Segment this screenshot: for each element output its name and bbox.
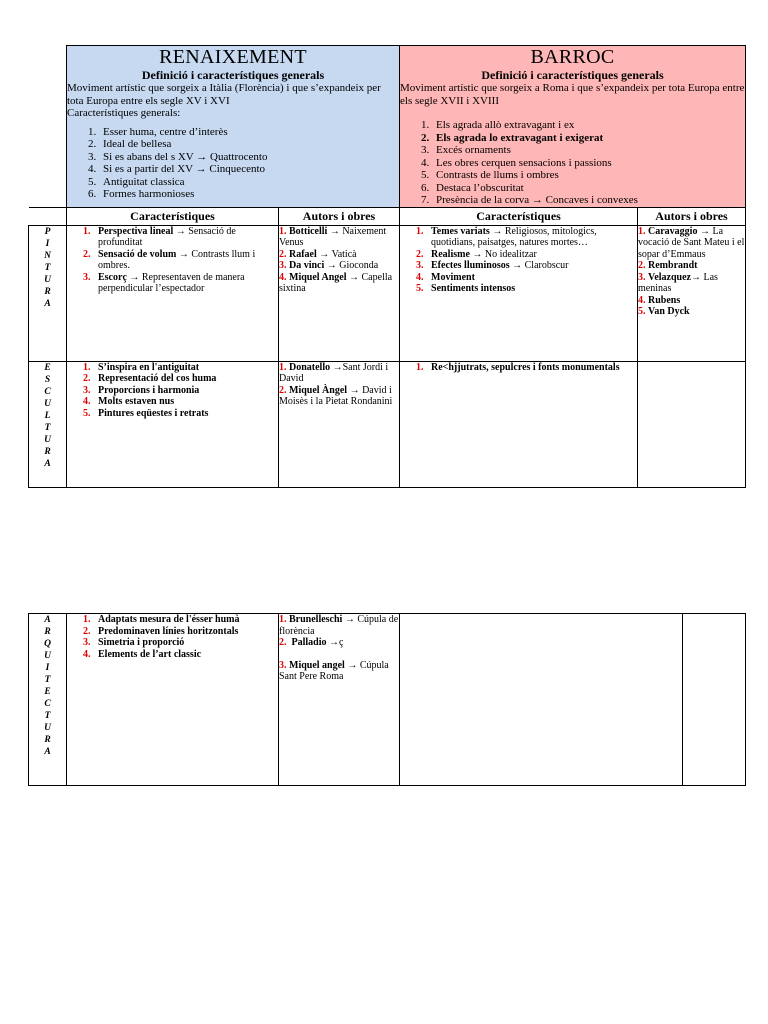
empty-header-cell — [29, 207, 67, 225]
pintura-bar-list — [400, 226, 637, 295]
list-item: 3. Excés ornaments — [432, 144, 745, 157]
item-text: → No idealitzar — [469, 248, 537, 260]
entry-number: 1. — [638, 225, 646, 237]
list-item: 4. Les obres cerquen sensacions i passions — [432, 157, 745, 170]
list-item — [93, 226, 278, 249]
side-letter: L — [44, 410, 51, 421]
pintura-bar-authors — [638, 225, 746, 361]
author-work: → Cúpula de florència — [279, 614, 399, 637]
pintura-row — [29, 225, 746, 361]
author-entry — [279, 260, 399, 272]
side-letter: R — [44, 735, 51, 745]
list-item: 1. Els agrada allò extravagant i ex — [432, 119, 745, 132]
escultura-ren-authors — [279, 361, 400, 487]
list-item — [93, 614, 278, 626]
item-bold: Re<hjjutrats, sepulcres i fonts monumentals — [431, 361, 620, 373]
side-letter: U — [44, 723, 51, 733]
list-item: 1. Esser huma, centre d’interès — [99, 126, 399, 139]
ren-autors-header: Autors i obres — [279, 207, 400, 225]
item-bold: Proporcions i harmonia — [98, 384, 200, 396]
item-bold: Escorç — [98, 271, 127, 283]
list-item — [93, 396, 278, 408]
list-item: 6. Formes harmonioses — [99, 188, 399, 201]
author-work: → Las meninas — [638, 271, 718, 294]
side-letter: T — [44, 262, 51, 273]
author-name: Van Dyck — [648, 306, 690, 317]
side-letter: U — [44, 434, 51, 445]
arquitectura-bar-authors — [683, 614, 746, 786]
list-item: 6. Destaca l’obscuritat — [432, 182, 745, 195]
author-name: Miquel Àngel — [289, 384, 348, 396]
barroc-subtitle: Definició i característiques generals — [481, 68, 664, 82]
escultura-ren-characteristics — [67, 361, 279, 487]
item-bold: Sensació de volum — [98, 248, 177, 260]
author-work: → Naixement Venus — [279, 225, 387, 248]
side-letter: T — [44, 422, 51, 433]
item-bold: Sentiments intensos — [431, 283, 516, 294]
pintura-bar-characteristics — [400, 225, 638, 361]
escultura-bar-authors — [638, 361, 746, 487]
author-name: Rembrandt — [648, 260, 698, 271]
entry-number: 2. — [279, 248, 287, 260]
list-item — [426, 226, 637, 249]
author-name: Donatello — [289, 361, 331, 373]
side-letter: R — [44, 627, 51, 637]
spacer — [279, 649, 399, 660]
arquitectura-ren-characteristics — [67, 614, 279, 786]
item-bold: Efectes lluminosos — [431, 260, 510, 271]
item-bold: Temes variats — [431, 225, 490, 237]
list-item: 5. Antiguitat classica — [99, 176, 399, 189]
author-entry — [279, 362, 399, 385]
item-bold: Realisme — [431, 248, 470, 260]
author-name: Palladio — [291, 637, 327, 648]
side-letter: S — [44, 374, 51, 385]
entry-number: 2. — [638, 260, 646, 271]
item-text: → Religiosos, mitologics, quotidians, paisatges, natures mortes… — [431, 225, 597, 248]
author-name: Brunelleschi — [289, 614, 343, 625]
arquitectura-bar-characteristics — [400, 614, 683, 786]
entry-number: 3. — [279, 260, 287, 271]
bar-autors-header: Autors i obres — [638, 207, 746, 225]
list-item: 3. Si es abans del s XV → Quattrocento — [99, 151, 399, 164]
list-item — [93, 649, 278, 661]
list-item — [93, 637, 278, 649]
side-letter: T — [44, 711, 51, 721]
item-bold: Elements de l’art classic — [98, 648, 202, 660]
escultura-row — [29, 361, 746, 487]
author-name: Rubens — [648, 294, 681, 306]
renaixement-char-label: Característiques generals: — [67, 107, 181, 119]
escultura-side-label — [29, 361, 67, 487]
entry-number: 1. — [279, 225, 287, 237]
author-name: Miquel Angel — [289, 271, 347, 283]
author-name: Velazquez — [648, 271, 691, 283]
escultura-ren-list — [67, 362, 278, 420]
side-letter: Q — [44, 639, 51, 649]
side-letter: U — [44, 274, 51, 285]
list-item — [426, 249, 637, 261]
list-item — [93, 408, 278, 420]
item-text: → Representaven de manera perpendicular l’espectador — [98, 271, 245, 294]
author-work: → Cúpula Sant Pere Roma — [279, 659, 389, 682]
side-letter: I — [45, 663, 50, 673]
item-bold: Representació del cos huma — [98, 373, 217, 384]
author-entry — [638, 306, 745, 318]
list-item — [426, 260, 637, 272]
item-bold: Perspectiva lineal — [98, 225, 174, 237]
author-entry — [279, 249, 399, 261]
author-work: →ç — [326, 637, 344, 648]
column-header-row — [29, 207, 746, 225]
list-item: 5. Contrasts de llums i ombres — [432, 169, 745, 182]
author-entry — [638, 272, 745, 295]
side-letter: A — [44, 615, 51, 625]
side-letter: E — [44, 687, 51, 697]
arquitectura-table — [28, 613, 746, 786]
definition-row — [29, 46, 746, 208]
author-name: Caravaggio — [648, 225, 698, 237]
pintura-ren-list — [67, 226, 278, 295]
renaixement-subtitle: Definició i característiques generals — [141, 68, 325, 82]
side-letter: R — [44, 286, 51, 297]
arquitectura-ren-authors — [279, 614, 400, 786]
art-comparison-table — [28, 45, 746, 488]
author-entry — [638, 226, 745, 261]
list-item: 7. Presència de la corva → Concaves i convexes — [432, 194, 745, 207]
author-work: → Vaticà — [316, 248, 357, 260]
side-letter: A — [44, 458, 51, 469]
list-item — [93, 373, 278, 385]
author-work: → David i Moisès i la Pietat Rondanini — [279, 384, 393, 407]
entry-number: 2. — [279, 637, 287, 648]
entry-number: 3. — [279, 659, 287, 671]
side-letter: A — [44, 298, 51, 309]
author-entry — [279, 385, 399, 408]
entry-number: 1. — [279, 361, 287, 373]
author-entry — [279, 614, 399, 637]
entry-number: 1. — [279, 614, 287, 625]
renaixement-title: RENAIXEMENT — [159, 46, 307, 68]
author-entry — [638, 295, 745, 307]
list-item — [93, 385, 278, 397]
author-entry — [279, 226, 399, 249]
entry-number: 3. — [638, 271, 646, 283]
entry-number: 4. — [279, 271, 287, 283]
author-work: → Capella sixtina — [279, 271, 393, 294]
arquitectura-ren-list — [67, 614, 278, 660]
author-entry — [279, 272, 399, 295]
barroc-features-list — [400, 119, 745, 207]
author-name: Botticelli — [289, 225, 328, 237]
item-bold: Moviment — [431, 271, 475, 283]
corner-cell — [29, 46, 67, 208]
escultura-bar-characteristics — [400, 361, 638, 487]
side-letter: T — [44, 675, 51, 685]
side-letter: R — [44, 446, 51, 457]
item-text: → Clarobscur — [509, 260, 569, 271]
list-item: 4. Si es a partir del XV → Cinquecento — [99, 163, 399, 176]
list-item — [426, 272, 637, 284]
side-letter: C — [44, 699, 51, 709]
list-item: 2. Els agrada lo extravagant i exigerat — [432, 132, 745, 145]
author-name: Da vinci — [289, 260, 325, 271]
item-bold: Molts estaven nus — [98, 396, 175, 407]
item-bold: Adaptats mesura de l'ésser humà — [98, 614, 240, 625]
entry-number: 2. — [279, 384, 287, 396]
pintura-ren-characteristics — [67, 225, 279, 361]
side-letter: U — [44, 398, 51, 409]
barroc-title: BARROC — [530, 46, 615, 68]
side-letter: E — [44, 362, 51, 373]
side-letter: C — [44, 386, 51, 397]
bar-char-header: Característiques — [400, 207, 638, 225]
renaixement-intro: Moviment artístic que sorgeix a Itàlia (Florència) i que s’expandeix per tota Europa entre els segle XV i XVI — [67, 82, 381, 107]
author-name: Miquel angel — [289, 659, 345, 671]
renaixement-header — [67, 46, 400, 208]
author-entry — [279, 637, 399, 649]
pintura-side-label — [29, 225, 67, 361]
arquitectura-side-label — [29, 614, 67, 786]
list-item: 2. Ideal de bellesa — [99, 138, 399, 151]
entry-number: 4. — [638, 294, 646, 306]
side-letter: U — [44, 651, 51, 661]
side-letter: A — [44, 747, 51, 757]
author-work: →Sant Jordi i David — [279, 361, 389, 384]
pintura-ren-authors — [279, 225, 400, 361]
renaixement-features-list — [67, 126, 399, 201]
barroc-header — [400, 46, 746, 208]
barroc-intro: Moviment artístic que sorgeix a Roma i que s’expandeix per tota Europa entre els segle XVII i XVIII — [400, 82, 745, 107]
author-name: Rafael — [289, 248, 317, 260]
list-item — [93, 362, 278, 374]
list-item — [93, 272, 278, 295]
item-text: → Sensació de profunditat — [98, 225, 236, 248]
arquitectura-row — [29, 614, 746, 786]
author-entry — [638, 260, 745, 272]
side-letter: N — [44, 250, 51, 261]
escultura-bar-list — [400, 362, 637, 374]
item-bold: Predominaven línies horitzontals — [98, 625, 239, 637]
list-item — [93, 249, 278, 272]
item-bold: S’inspira en l'antiguitat — [98, 361, 200, 373]
side-letter: P — [44, 226, 51, 237]
author-work: → La vocació de Sant Mateu i el sopar d’Emmaus — [638, 225, 745, 260]
side-letter: I — [45, 238, 50, 249]
item-text: → Contrasts llum i ombres. — [98, 248, 256, 271]
item-bold: Simetria i proporció — [98, 637, 185, 648]
list-item — [426, 362, 637, 374]
list-item — [426, 283, 637, 295]
list-item — [93, 626, 278, 638]
entry-number: 5. — [638, 306, 646, 317]
item-bold: Pintures eqüestes i retrats — [98, 407, 209, 419]
author-work: → Gioconda — [324, 260, 379, 271]
author-entry — [279, 660, 399, 683]
ren-char-header: Característiques — [67, 207, 279, 225]
